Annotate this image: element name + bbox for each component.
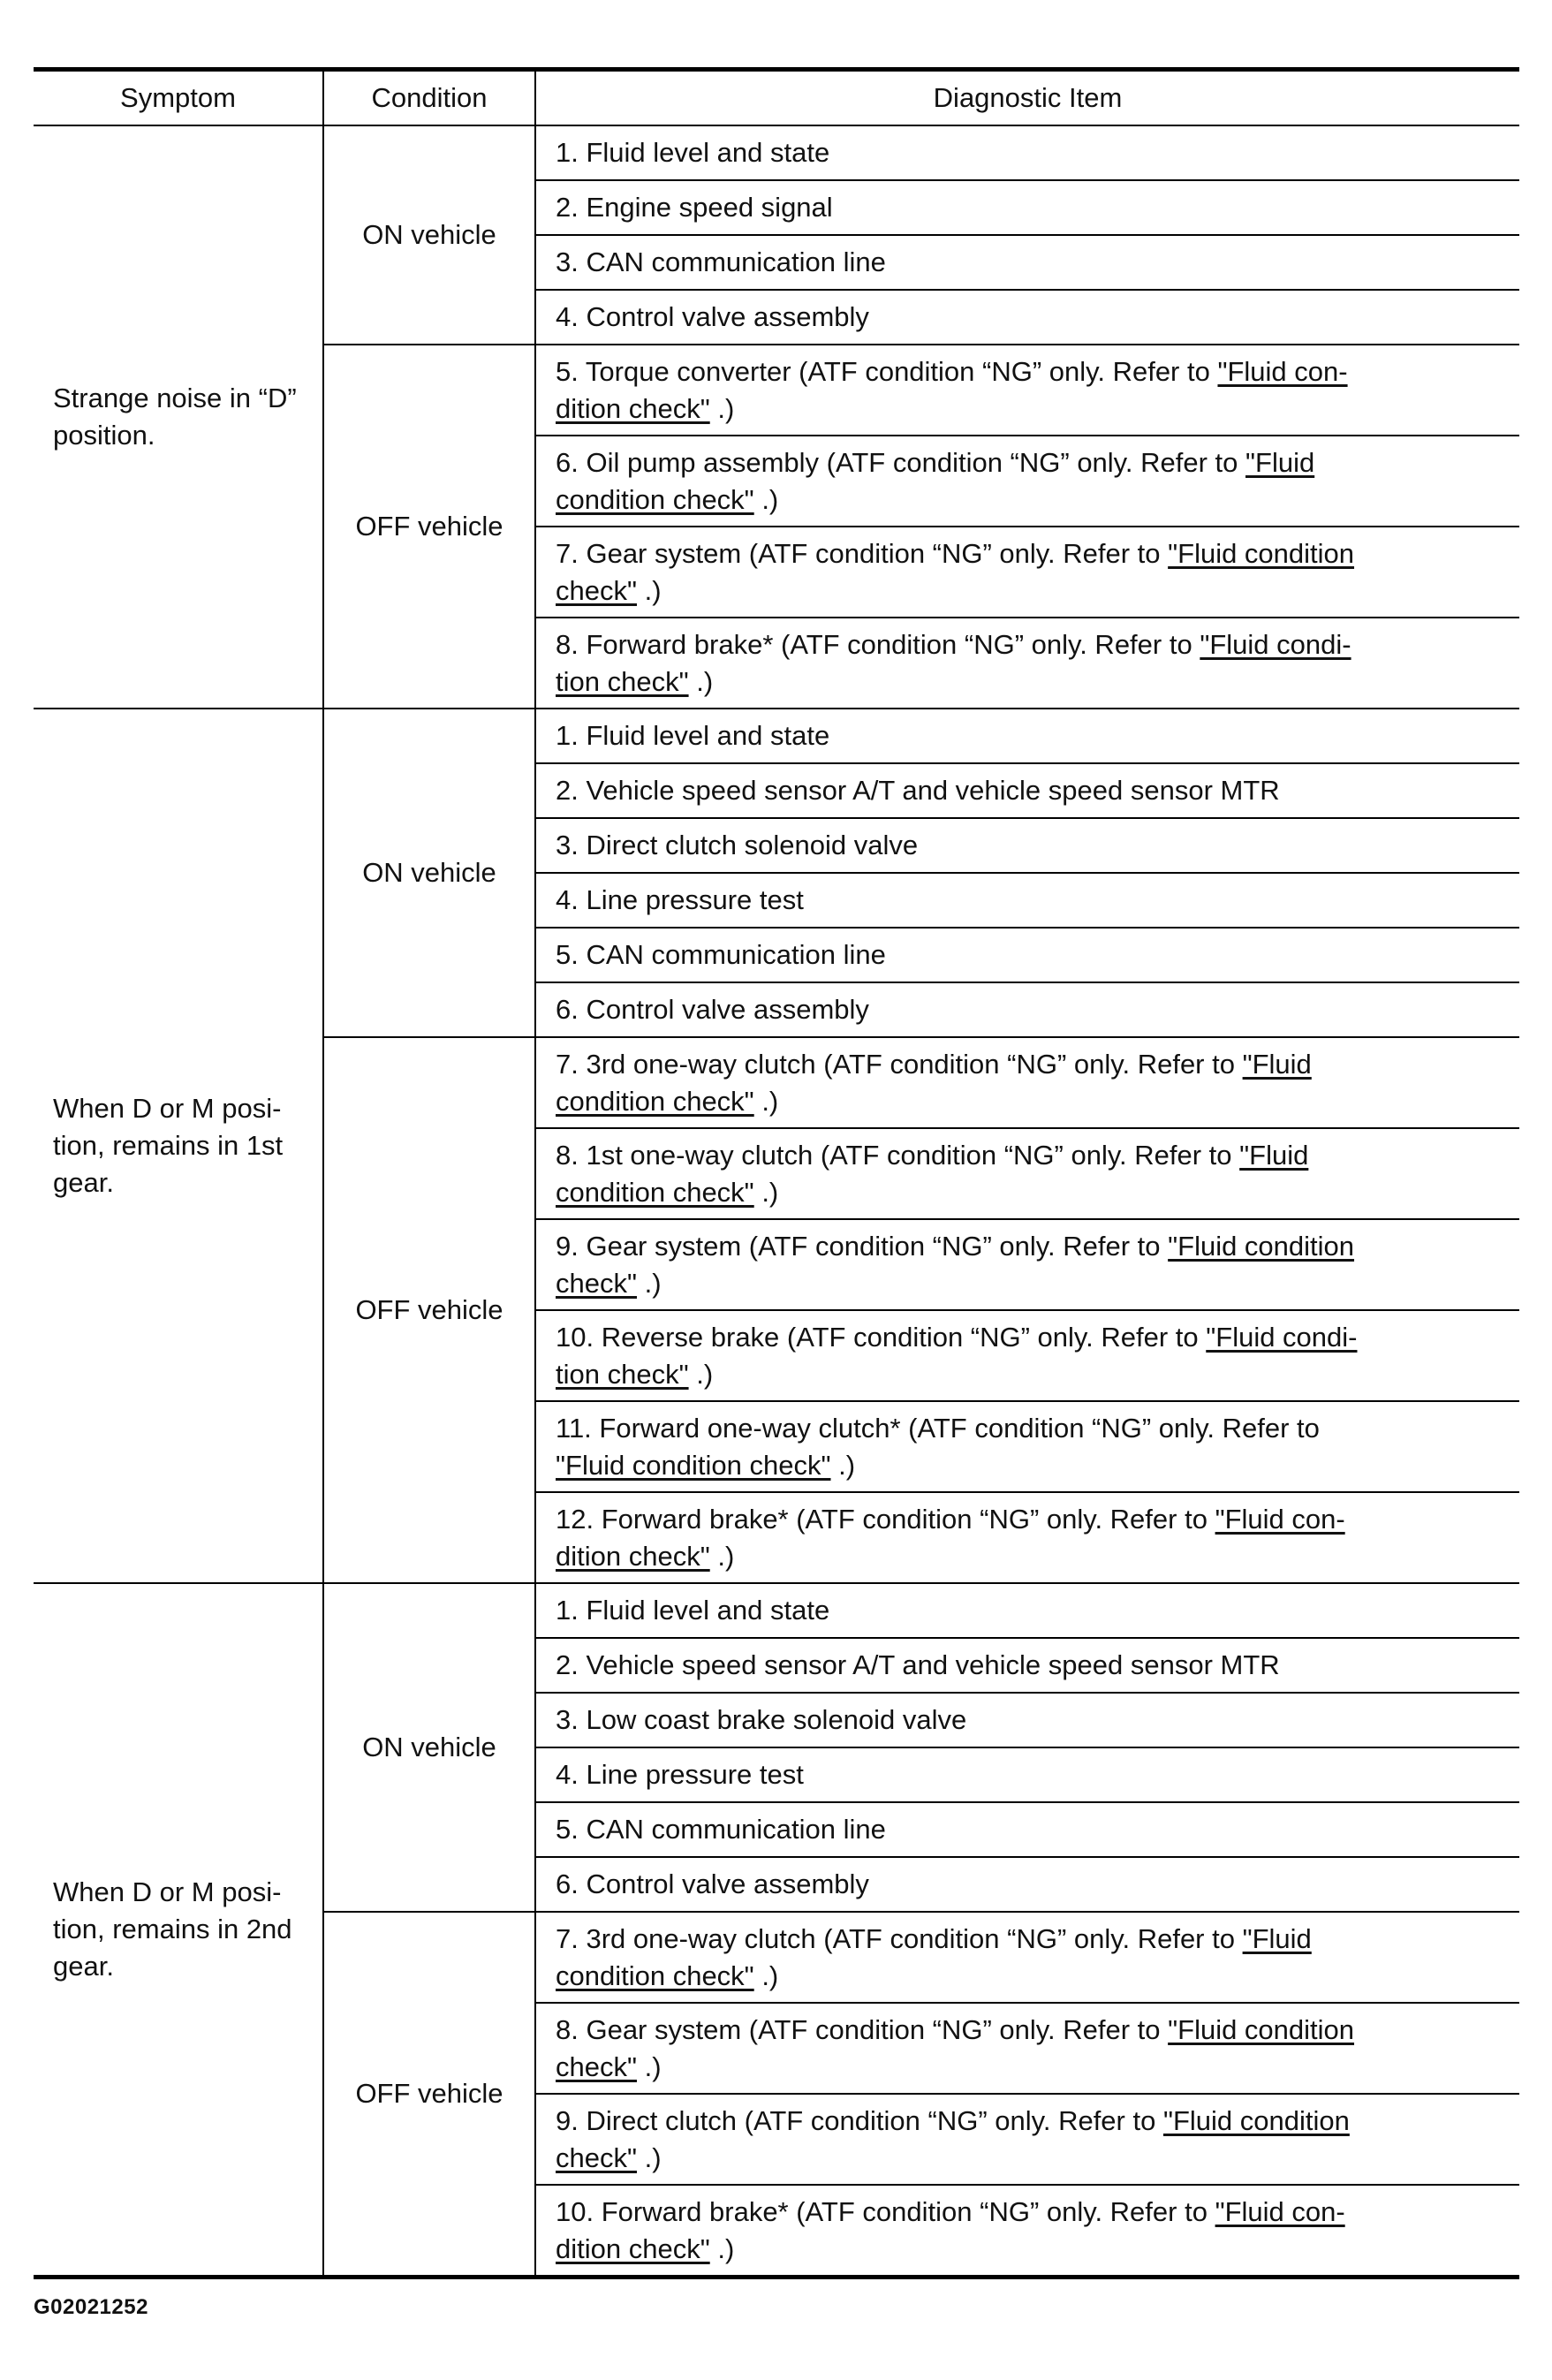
item-text: 10. Reverse brake (ATF condition “NG” only. Refer to [556, 1321, 1207, 1353]
fluid-condition-check-link[interactable]: tion check" [556, 665, 689, 697]
item-text: 5. Torque converter (ATF condition “NG” only. Refer to [556, 355, 1218, 387]
item-text: 12. Forward brake* (ATF condition “NG” only. Refer to [556, 1503, 1215, 1535]
diagnostic-item-cell: 2. Vehicle speed sensor A/T and vehicle speed sensor MTR [535, 1638, 1519, 1693]
item-text: 8. Forward brake* (ATF condition “NG” only. Refer to [556, 628, 1200, 660]
item-text-end: .) [709, 1540, 735, 1572]
diagnostic-item-cell: 4. Line pressure test [535, 873, 1519, 928]
diagnostic-item-cell: 2. Engine speed signal [535, 180, 1519, 235]
fluid-condition-check-link[interactable]: "Fluid [1242, 1048, 1312, 1080]
symptom-cell: When D or M posi-tion, remains in 1st gear. [34, 709, 323, 1583]
header-condition: Condition [323, 70, 535, 126]
diagnostic-item-cell [535, 618, 1519, 709]
item-text-end: .) [753, 1959, 779, 1991]
diagnostic-item-cell [535, 1401, 1519, 1492]
fluid-condition-check-link[interactable]: dition check" [556, 392, 710, 424]
condition-cell: OFF vehicle [323, 1912, 535, 2278]
diagnostic-item-cell [535, 436, 1519, 527]
item-text-end: .) [753, 1176, 779, 1208]
item-text: 6. Oil pump assembly (ATF condition “NG” only. Refer to [556, 446, 1245, 478]
fluid-condition-check-link[interactable]: "Fluid condi- [1200, 628, 1351, 660]
condition-cell: ON vehicle [323, 1583, 535, 1912]
fluid-condition-check-link[interactable]: "Fluid condition check" [556, 1449, 831, 1481]
item-text: 11. Forward one-way clutch* (ATF condition “NG” only. Refer to [556, 1412, 1320, 1444]
diagnostic-item-cell: 2. Vehicle speed sensor A/T and vehicle speed sensor MTR [535, 763, 1519, 818]
item-text-end: .) [709, 392, 735, 424]
symptom-cell: Strange noise in “D” position. [34, 125, 323, 709]
table-row [34, 125, 1519, 180]
fluid-condition-check-link[interactable]: "Fluid condi- [1206, 1321, 1358, 1353]
diagnostic-item-cell: 4. Control valve assembly [535, 290, 1519, 345]
table-row [34, 709, 1519, 763]
header-diagnostic-item: Diagnostic Item [535, 70, 1519, 126]
fluid-condition-check-link[interactable]: tion check" [556, 1358, 689, 1390]
diagnostic-item-cell [535, 345, 1519, 436]
diagnostic-item-cell [535, 2003, 1519, 2094]
diagnostic-item-cell [535, 1912, 1519, 2003]
fluid-condition-check-link[interactable]: "Fluid [1239, 1139, 1309, 1171]
fluid-condition-check-link[interactable]: "Fluid condition [1168, 537, 1355, 569]
diagnostic-item-cell [535, 1492, 1519, 1583]
item-text: 9. Gear system (ATF condition “NG” only. Refer to [556, 1230, 1169, 1262]
fluid-condition-check-link[interactable]: "Fluid con- [1215, 2195, 1345, 2227]
item-text: 7. 3rd one-way clutch (ATF condition “NG” only. Refer to [556, 1922, 1243, 1954]
diagnostic-item-cell [535, 527, 1519, 618]
item-text-end: .) [688, 1358, 714, 1390]
item-text-end: .) [688, 665, 714, 697]
figure-code: G02021252 [34, 2295, 148, 2319]
diagnostic-item-cell: 4. Line pressure test [535, 1747, 1519, 1802]
condition-cell: ON vehicle [323, 709, 535, 1037]
fluid-condition-check-link[interactable]: dition check" [556, 2232, 710, 2264]
diagnostic-item-cell: 1. Fluid level and state [535, 1583, 1519, 1638]
diagnostic-item-cell [535, 2185, 1519, 2278]
header-row [34, 70, 1519, 126]
fluid-condition-check-link[interactable]: dition check" [556, 1540, 710, 1572]
diagnostic-item-cell [535, 1037, 1519, 1128]
item-text-end: .) [753, 1085, 779, 1117]
diagnostic-item-cell: 5. CAN communication line [535, 1802, 1519, 1857]
fluid-condition-check-link[interactable]: condition check" [556, 1085, 754, 1117]
diagnostic-item-cell: 3. Direct clutch solenoid valve [535, 818, 1519, 873]
diagnostic-item-cell: 6. Control valve assembly [535, 982, 1519, 1037]
fluid-condition-check-link[interactable]: "Fluid condition [1168, 2013, 1355, 2045]
fluid-condition-check-link[interactable]: "Fluid [1242, 1922, 1312, 1954]
item-text: 8. 1st one-way clutch (ATF condition “NG” only. Refer to [556, 1139, 1240, 1171]
diagnostic-item-cell [535, 1219, 1519, 1310]
fluid-condition-check-link[interactable]: "Fluid condition [1168, 1230, 1355, 1262]
diagnostic-item-cell: 6. Control valve assembly [535, 1857, 1519, 1912]
item-text: 10. Forward brake* (ATF condition “NG” only. Refer to [556, 2195, 1215, 2227]
table-row [34, 1583, 1519, 1638]
condition-cell: ON vehicle [323, 125, 535, 345]
fluid-condition-check-link[interactable]: condition check" [556, 1959, 754, 1991]
item-text-end: .) [637, 1267, 662, 1299]
diagnostic-item-cell [535, 2094, 1519, 2185]
diagnostic-item-cell: 3. CAN communication line [535, 235, 1519, 290]
fluid-condition-check-link[interactable]: condition check" [556, 483, 754, 515]
fluid-condition-check-link[interactable]: "Fluid con- [1215, 1503, 1345, 1535]
item-text-end: .) [637, 2050, 662, 2082]
fluid-condition-check-link[interactable]: check" [556, 1267, 637, 1299]
item-text: 7. Gear system (ATF condition “NG” only. Refer to [556, 537, 1169, 569]
item-text: 7. 3rd one-way clutch (ATF condition “NG” only. Refer to [556, 1048, 1243, 1080]
diagnostic-item-cell [535, 1310, 1519, 1401]
fluid-condition-check-link[interactable]: "Fluid con- [1217, 355, 1348, 387]
diagnostic-item-cell: 3. Low coast brake solenoid valve [535, 1693, 1519, 1747]
fluid-condition-check-link[interactable]: check" [556, 2141, 637, 2173]
item-text-end: .) [709, 2232, 735, 2264]
diagnostic-item-cell: 5. CAN communication line [535, 928, 1519, 982]
symptom-cell: When D or M posi-tion, remains in 2nd gear. [34, 1583, 323, 2278]
diagnostic-item-cell: 1. Fluid level and state [535, 125, 1519, 180]
diagnostic-item-cell [535, 1128, 1519, 1219]
header-symptom: Symptom [34, 70, 323, 126]
fluid-condition-check-link[interactable]: check" [556, 2050, 637, 2082]
diagnostic-item-cell: 1. Fluid level and state [535, 709, 1519, 763]
fluid-condition-check-link[interactable]: condition check" [556, 1176, 754, 1208]
item-text-end: .) [637, 574, 662, 606]
item-text-end: .) [753, 483, 779, 515]
item-text-end: .) [637, 2141, 662, 2173]
condition-cell: OFF vehicle [323, 345, 535, 709]
table-body [34, 125, 1519, 2278]
diagnostic-table [34, 67, 1519, 2279]
item-text-end: .) [830, 1449, 856, 1481]
fluid-condition-check-link[interactable]: "Fluid [1245, 446, 1315, 478]
item-text: 9. Direct clutch (ATF condition “NG” only. Refer to [556, 2104, 1163, 2136]
item-text: 8. Gear system (ATF condition “NG” only. Refer to [556, 2013, 1169, 2045]
condition-cell: OFF vehicle [323, 1037, 535, 1583]
fluid-condition-check-link[interactable]: check" [556, 574, 637, 606]
fluid-condition-check-link[interactable]: "Fluid condition [1162, 2104, 1350, 2136]
